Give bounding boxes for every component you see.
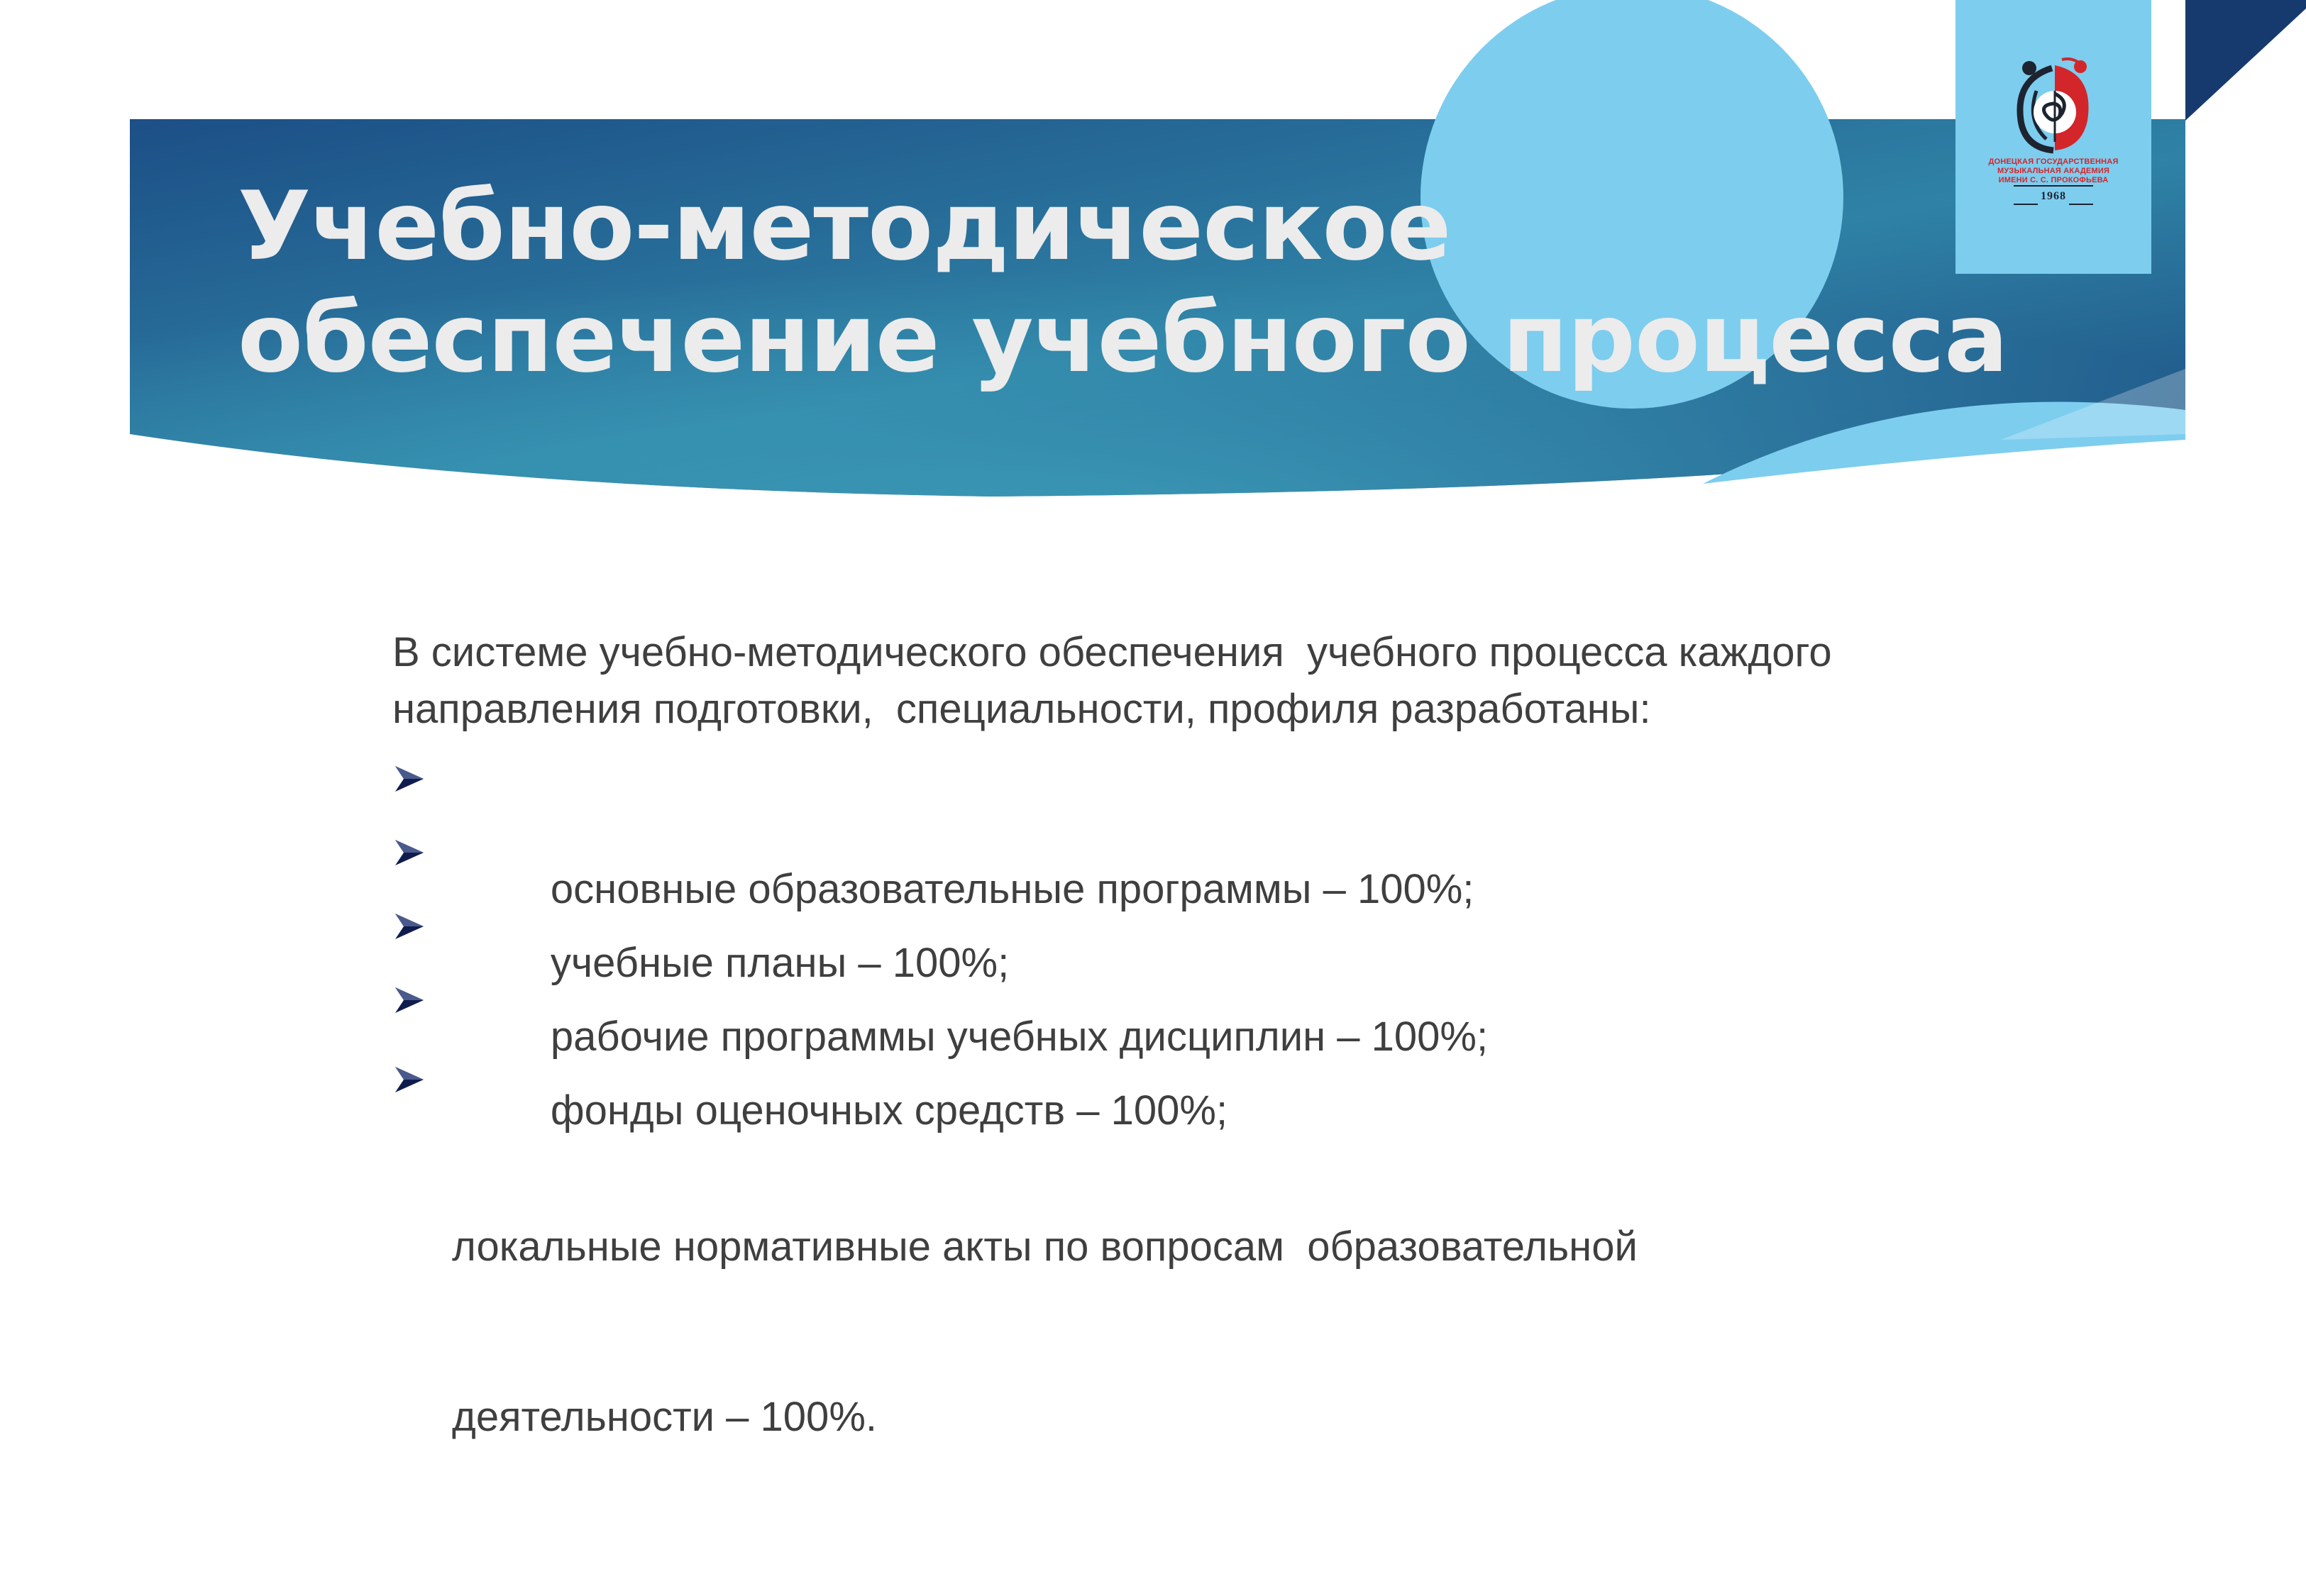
logo-year: 1968	[2041, 190, 2066, 202]
intro-line-2: направления подготовки, специальности, профиля разработаны:	[392, 686, 1651, 732]
list-item	[392, 895, 1989, 1060]
intro-paragraph	[392, 624, 1989, 738]
list-item	[392, 821, 1989, 986]
slide-title	[238, 170, 2012, 394]
arrow-bullet-icon	[392, 765, 425, 793]
list-item	[392, 1048, 1989, 1559]
bullet-text-line-2: деятельности – 100%.	[452, 1394, 878, 1440]
arrow-bullet-icon	[392, 986, 425, 1014]
bullet-text: рабочие программы учебных дисциплин – 100%;	[550, 1014, 1489, 1060]
bullet-text-line-1: локальные нормативные акты по вопросам образовательной	[452, 1224, 1638, 1270]
list-item	[392, 748, 1989, 912]
logo-text-line-2: МУЗЫКАЛЬНАЯ АКАДЕМИЯ	[1997, 167, 2110, 175]
arrow-bullet-icon	[392, 838, 425, 867]
academy-logo	[1955, 0, 2151, 274]
corner-triangle	[2185, 0, 2306, 121]
logo-text-line-1: ДОНЕЦКАЯ ГОСУДАРСТВЕННАЯ	[1988, 157, 2119, 166]
slide-body	[392, 624, 1989, 1559]
arrow-bullet-icon	[392, 912, 425, 941]
list-item	[392, 969, 1989, 1134]
bullet-text: основные образовательные программы – 100%;	[550, 866, 1474, 912]
bullet-text: фонды оценочных средств – 100%;	[550, 1087, 1228, 1134]
bullet-list	[392, 748, 1989, 1559]
title-line-2: обеспечение учебного процесса	[238, 283, 2008, 394]
title-line-1: Учебно-методическое	[238, 171, 1451, 282]
intro-line-1: В системе учебно-методического обеспечения учебного процесса каждого	[392, 629, 1832, 675]
bullet-text: учебные планы – 100%;	[550, 940, 1010, 986]
arrow-bullet-icon	[392, 1065, 425, 1094]
lyre-logo-icon	[1955, 0, 2151, 274]
logo-text-line-3: ИМЕНИ С. С. ПРОКОФЬЕВА	[1998, 176, 2109, 184]
